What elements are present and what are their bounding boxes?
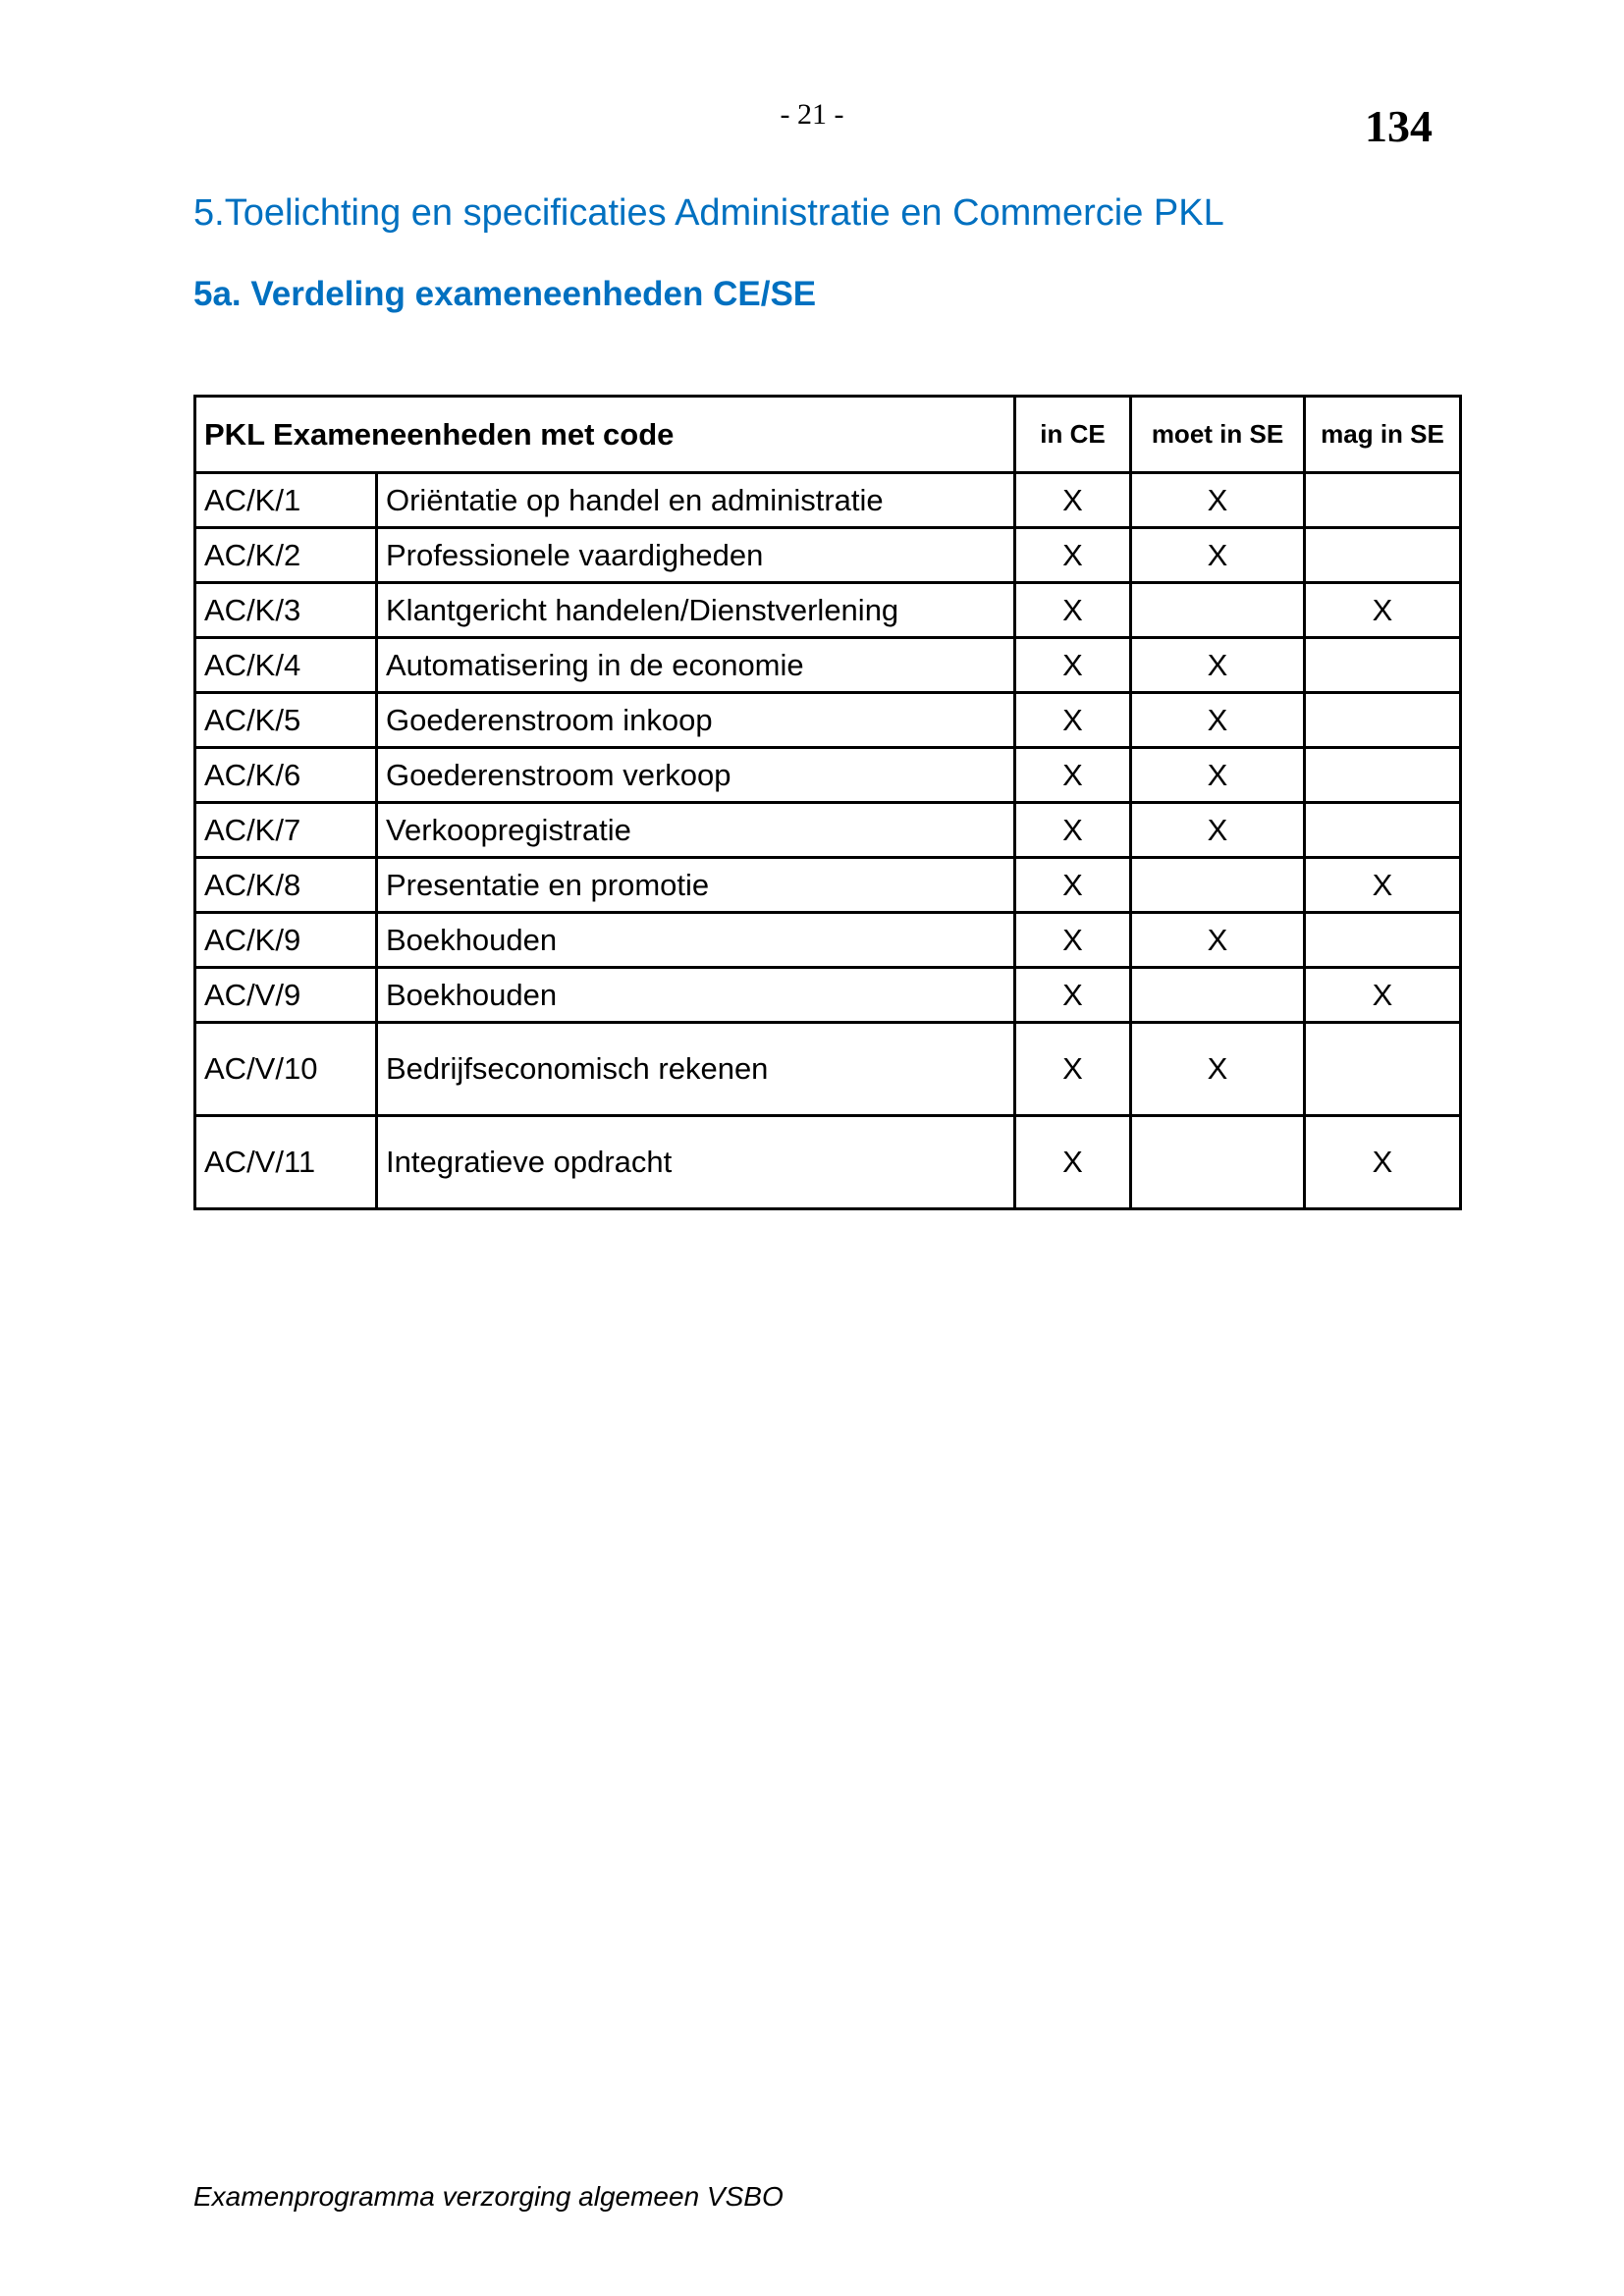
moet-in-se-mark	[1131, 968, 1305, 1023]
unit-code: AC/K/5	[195, 693, 377, 748]
unit-code: AC/V/11	[195, 1116, 377, 1209]
mag-in-se-mark	[1305, 638, 1461, 693]
moet-in-se-mark	[1131, 1116, 1305, 1209]
mag-in-se-mark	[1305, 803, 1461, 858]
table-header-row	[195, 397, 1461, 473]
unit-code: AC/K/8	[195, 858, 377, 913]
moet-in-se-mark: X	[1131, 803, 1305, 858]
header-mag-in-se: mag in SE	[1305, 397, 1461, 473]
unit-code: AC/K/4	[195, 638, 377, 693]
table-row	[195, 913, 1461, 968]
table-row	[195, 528, 1461, 583]
mag-in-se-mark	[1305, 1023, 1461, 1116]
table-row	[195, 748, 1461, 803]
unit-code: AC/K/2	[195, 528, 377, 583]
unit-name: Automatisering in de economie	[377, 638, 1015, 693]
moet-in-se-mark: X	[1131, 913, 1305, 968]
in-ce-mark: X	[1015, 803, 1131, 858]
unit-name: Bedrijfseconomisch rekenen	[377, 1023, 1015, 1116]
table-row	[195, 1116, 1461, 1209]
moet-in-se-mark: X	[1131, 748, 1305, 803]
unit-name: Klantgericht handelen/Dienstverlening	[377, 583, 1015, 638]
mag-in-se-mark	[1305, 913, 1461, 968]
unit-name: Goederenstroom inkoop	[377, 693, 1015, 748]
mag-in-se-mark: X	[1305, 1116, 1461, 1209]
moet-in-se-mark: X	[1131, 528, 1305, 583]
mag-in-se-mark	[1305, 748, 1461, 803]
unit-name: Presentatie en promotie	[377, 858, 1015, 913]
in-ce-mark: X	[1015, 913, 1131, 968]
header-moet-in-se: moet in SE	[1131, 397, 1305, 473]
table-row	[195, 473, 1461, 528]
in-ce-mark: X	[1015, 583, 1131, 638]
table-row	[195, 693, 1461, 748]
moet-in-se-mark: X	[1131, 638, 1305, 693]
unit-code: AC/K/1	[195, 473, 377, 528]
in-ce-mark: X	[1015, 528, 1131, 583]
moet-in-se-mark	[1131, 583, 1305, 638]
unit-code: AC/V/9	[195, 968, 377, 1023]
mag-in-se-mark	[1305, 693, 1461, 748]
in-ce-mark: X	[1015, 968, 1131, 1023]
mag-in-se-mark	[1305, 528, 1461, 583]
in-ce-mark: X	[1015, 748, 1131, 803]
exam-units-table	[193, 395, 1462, 1210]
unit-name: Integratieve opdracht	[377, 1116, 1015, 1209]
unit-name: Boekhouden	[377, 913, 1015, 968]
unit-code: AC/K/3	[195, 583, 377, 638]
moet-in-se-mark: X	[1131, 693, 1305, 748]
mag-in-se-mark: X	[1305, 858, 1461, 913]
unit-name: Boekhouden	[377, 968, 1015, 1023]
table-row	[195, 968, 1461, 1023]
unit-name: Professionele vaardigheden	[377, 528, 1015, 583]
section-subtitle: 5a. Verdeling exameneenheden CE/SE	[193, 275, 817, 313]
unit-name: Oriëntatie op handel en administratie	[377, 473, 1015, 528]
moet-in-se-mark: X	[1131, 1023, 1305, 1116]
section-title: 5.Toelichting en specificaties Administratie en Commercie PKL	[193, 192, 1224, 234]
moet-in-se-mark	[1131, 858, 1305, 913]
page-number: - 21 -	[780, 98, 844, 131]
in-ce-mark: X	[1015, 858, 1131, 913]
mag-in-se-mark	[1305, 473, 1461, 528]
table-row	[195, 803, 1461, 858]
unit-code: AC/V/10	[195, 1023, 377, 1116]
table-row	[195, 1023, 1461, 1116]
header-exam-units: PKL Exameneenheden met code	[195, 397, 1015, 473]
unit-code: AC/K/7	[195, 803, 377, 858]
mag-in-se-mark: X	[1305, 968, 1461, 1023]
moet-in-se-mark: X	[1131, 473, 1305, 528]
unit-code: AC/K/6	[195, 748, 377, 803]
table-row	[195, 583, 1461, 638]
unit-code: AC/K/9	[195, 913, 377, 968]
unit-name: Goederenstroom verkoop	[377, 748, 1015, 803]
in-ce-mark: X	[1015, 693, 1131, 748]
in-ce-mark: X	[1015, 1116, 1131, 1209]
document-number: 134	[1365, 101, 1433, 151]
table-row	[195, 638, 1461, 693]
unit-name: Verkoopregistratie	[377, 803, 1015, 858]
in-ce-mark: X	[1015, 473, 1131, 528]
in-ce-mark: X	[1015, 1023, 1131, 1116]
mag-in-se-mark: X	[1305, 583, 1461, 638]
table-row	[195, 858, 1461, 913]
page-footer: Examenprogramma verzorging algemeen VSBO	[193, 2181, 784, 2212]
in-ce-mark: X	[1015, 638, 1131, 693]
header-in-ce: in CE	[1015, 397, 1131, 473]
